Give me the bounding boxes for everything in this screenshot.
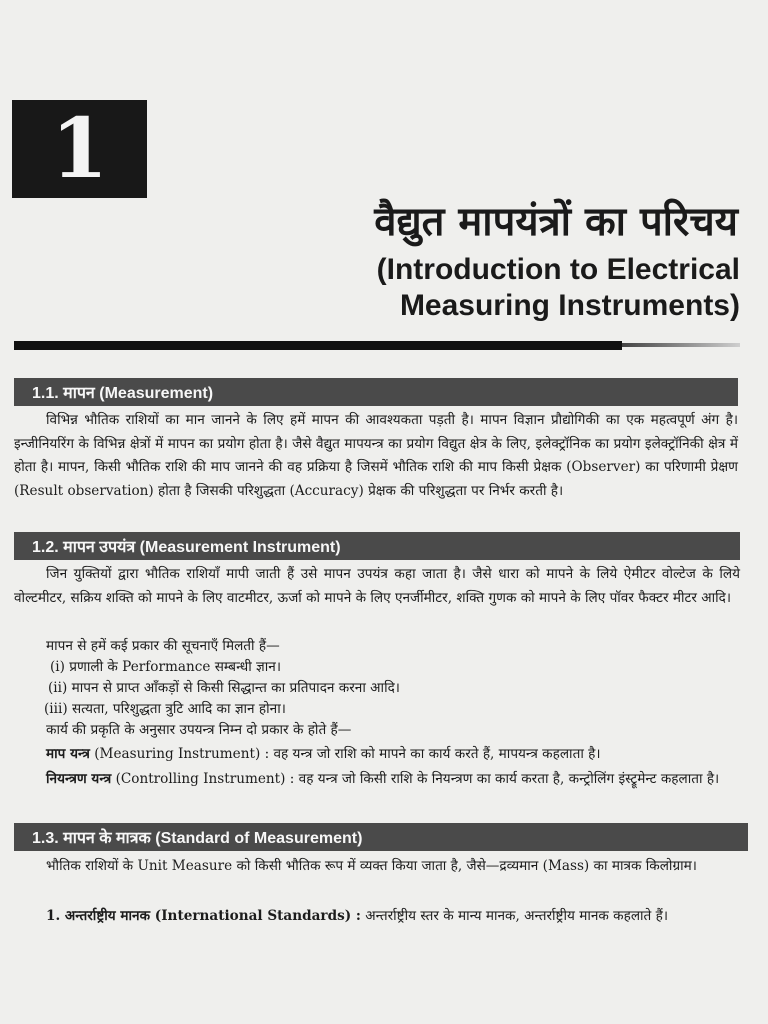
section-heading-1-3: 1.3. मापन के मात्रक (Standard of Measurement) <box>14 823 748 851</box>
section-heading-1-2: 1.2. मापन उपयंत्र (Measurement Instrument) <box>14 532 740 560</box>
info-item-1: (i) प्रणाली के Performance सम्बन्धी ज्ञान। <box>50 659 281 675</box>
type-measuring-text: (Measuring Instrument) : वह यन्त्र जो राशि को मापने का कार्य करते हैं, मापयन्त्र कहलाता है। <box>89 746 601 762</box>
title-divider <box>14 341 622 350</box>
international-standards-text: अन्तर्राष्ट्रीय स्तर के मान्य मानक, अन्तर्राष्ट्रीय मानक कहलाते हैं। <box>360 908 669 924</box>
chapter-title-english <box>377 252 740 324</box>
type-controlling <box>14 768 740 792</box>
section-1-1-paragraph: विभिन्न भौतिक राशियों का मान जानने के लिए हमें मापन की आवश्यकता पड़ती है। मापन विज्ञान प्रौद्योगिकी का एक महत्वपूर्ण अंग है। इन्जीनियरिंग के विभिन्न क्षेत्रों में मापन का प्रयोग होता है। जैसे वैद्युत मापयन्त्र का प्रयोग विद्युत क्षेत्र के लिए, इलेक्ट्रॉनिक का प्रयोग इलेक्ट्रॉनिकी क्षेत्र में होता है। मापन, किसी भौतिक राशि की माप जानने की वह प्रक्रिया है जिसमें भौतिक राशि की माप किसी प्रेक्षक (Observer) का परिणामी प्रेक्षण (Result observation) होता है जिसकी परिशुद्धता (Accuracy) प्रेक्षक की परिशुद्धता पर निर्भर करती है। <box>14 412 738 499</box>
chapter-title-english-line-2: Measuring Instruments) <box>399 289 740 322</box>
chapter-title-hindi: वैद्युत मापयंत्रों का परिचय <box>374 199 738 245</box>
section-1-3-paragraph: भौतिक राशियों के Unit Measure को किसी भौतिक रूप में व्यक्त किया जाता है, जैसे—द्रव्यमान (Mass) का मात्रक किलोग्राम। <box>46 858 697 874</box>
type-measuring <box>46 744 601 764</box>
info-intro: मापन से हमें कई प्रकार की सूचनाएँ मिलती हैं— <box>46 638 280 654</box>
info-item-3: (iii) सत्यता, परिशुद्धता त्रुटि आदि का ज्ञान होना। <box>44 701 286 717</box>
type-measuring-label: माप यन्त्र <box>46 746 90 762</box>
title-divider-fade <box>622 343 740 347</box>
international-standards <box>14 905 748 929</box>
international-standards-label: 1. अन्तर्राष्ट्रीय मानक (International Standards) : <box>46 908 361 924</box>
section-heading-1-1: 1.1. मापन (Measurement) <box>14 378 738 406</box>
info-item-2: (ii) मापन से प्राप्त आँकड़ों से किसी सिद्धान्त का प्रतिपादन करना आदि। <box>48 680 400 696</box>
type-controlling-text: (Controlling Instrument) : वह यन्त्र जो किसी राशि के नियन्त्रण का कार्य करता है, कन्ट्रोलिंग इंस्ट्रूमेन्ट कहलाता है। <box>111 771 720 787</box>
chapter-number: 1 <box>50 101 109 197</box>
section-1-2-paragraph: जिन युक्तियों द्वारा भौतिक राशियाँ मापी जाती हैं उसे मापन उपयंत्र कहा जाता है। जैसे धारा को मापने के लिये ऐमीटर वोल्टेज के लिये वोल्टमीटर, सक्रिय शक्ति को मापने के लिए वाटमीटर, ऊर्जा को मापने के लिए एनर्जीमीटर, शक्ति गुणक को मापने के लिए पॉवर फैक्टर मीटर आदि। <box>14 566 740 606</box>
types-intro: कार्य की प्रकृति के अनुसार उपयन्त्र निम्न दो प्रकार के होते हैं— <box>46 722 352 738</box>
type-controlling-label: नियन्त्रण यन्त्र <box>46 771 112 787</box>
chapter-number-box <box>12 100 147 198</box>
chapter-title-english-line-1: (Introduction to Electrical <box>376 253 740 286</box>
